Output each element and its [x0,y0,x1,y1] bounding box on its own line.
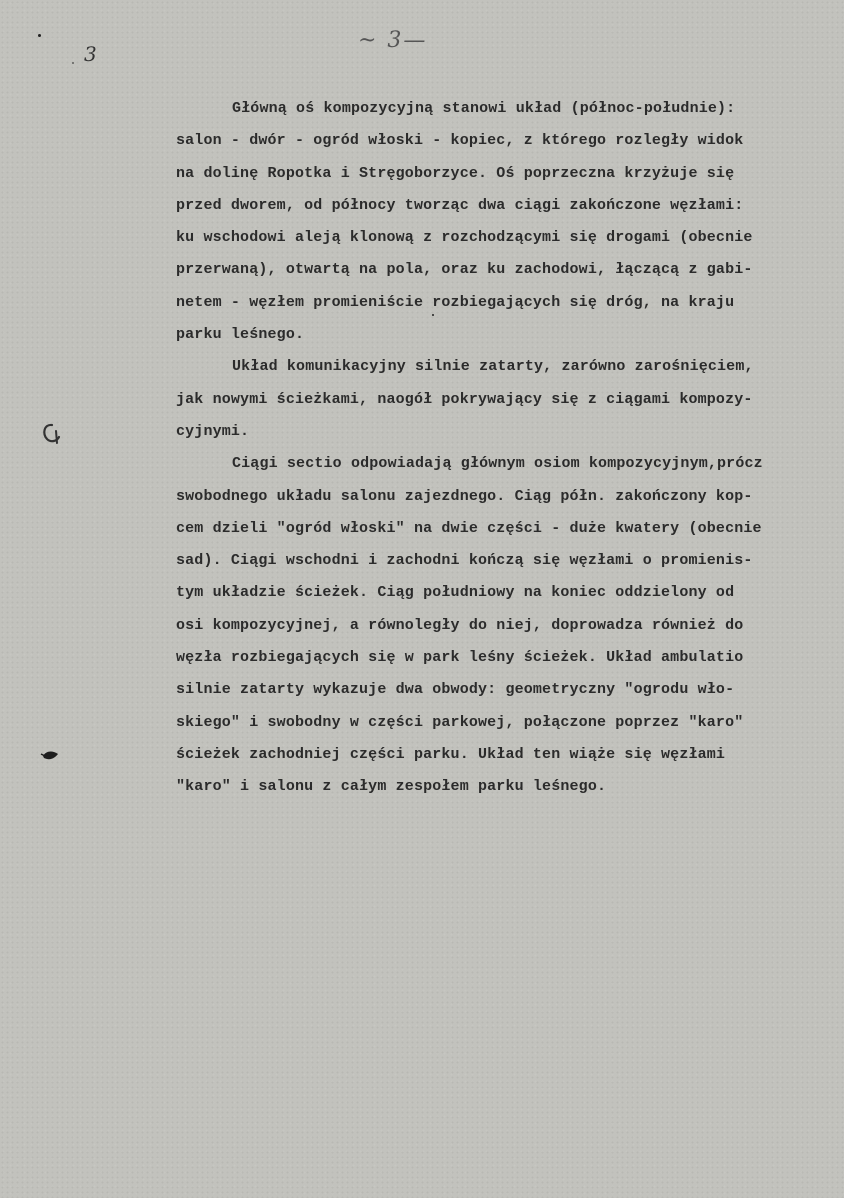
paragraph [176,448,844,803]
text-line: silnie zatarty wykazuje dwa obwody: geometryczny "ogrodu wło- [176,681,735,699]
text-line: netem - węzłem promieniście rozbiegających się dróg, na kraju [176,293,735,311]
corner-page-mark: 3 [84,42,97,66]
text-line: salon - dwór - ogród włoski - kopiec, z którego rozległy widok [176,132,744,150]
ink-speck [38,34,41,37]
text-line: cyjnymi. [176,422,250,440]
text-line: Główną oś kompozycyjną stanowi układ (północ-południe): [232,100,736,117]
text-line: ku wschodowi aleją klonową z rozchodzącymi się drogami (obecnie [176,229,753,247]
text-line: na dolinę Ropotka i Stręgoborzyce. Oś poprzeczna krzyżuje się [176,164,735,182]
text-line: parku leśnego. [176,326,305,344]
page-number: ~ 3— [358,28,428,53]
text-line: ścieżek zachodniej części parku. Układ ten wiąże się węzłami [176,745,726,763]
text-line: Ciągi sectio odpowiadają głównym osiom kompozycyjnym,prócz [232,455,763,473]
text-line: "karo" i salonu z całym zespołem parku leśnego. [176,778,607,796]
text-line: osi kompozycyjnej, a równoległy do niej, doprowadza również do [176,616,744,634]
text-line: węzła rozbiegających się w park leśny ścieżek. Układ ambulatio [176,649,744,667]
paragraph [176,93,844,351]
text-line: sad). Ciągi wschodni i zachodni kończą się węzłami o promienis- [176,552,753,570]
text-line: swobodnego układu salonu zajezdnego. Ciąg półn. zakończony kop- [176,487,753,505]
ink-speck [72,62,74,64]
text-line: przerwaną), otwartą na pola, oraz ku zachodowi, łączącą z gabi- [176,261,753,279]
binding-hole-mark-icon [38,420,66,448]
paragraph [176,351,844,448]
text-line: jak nowymi ścieżkami, naogół pokrywający się z ciągami kompozy- [176,390,753,408]
typed-text [176,93,844,804]
text-line: skiego" i swobodny w części parkowej, połączone poprzez "karo" [176,713,744,731]
binding-hole-mark-icon [40,746,62,766]
text-line: Układ komunikacyjny silnie zatarty, zarówno zarośnięciem, [232,358,754,376]
text-line: przed dworem, od północy tworząc dwa ciągi zakończone węzłami: [176,196,744,214]
text-line: cem dzieli "ogród włoski" na dwie części - duże kwatery (obecnie [176,519,762,537]
text-line: tym układzie ścieżek. Ciąg południowy na koniec oddzielony od [176,584,735,602]
